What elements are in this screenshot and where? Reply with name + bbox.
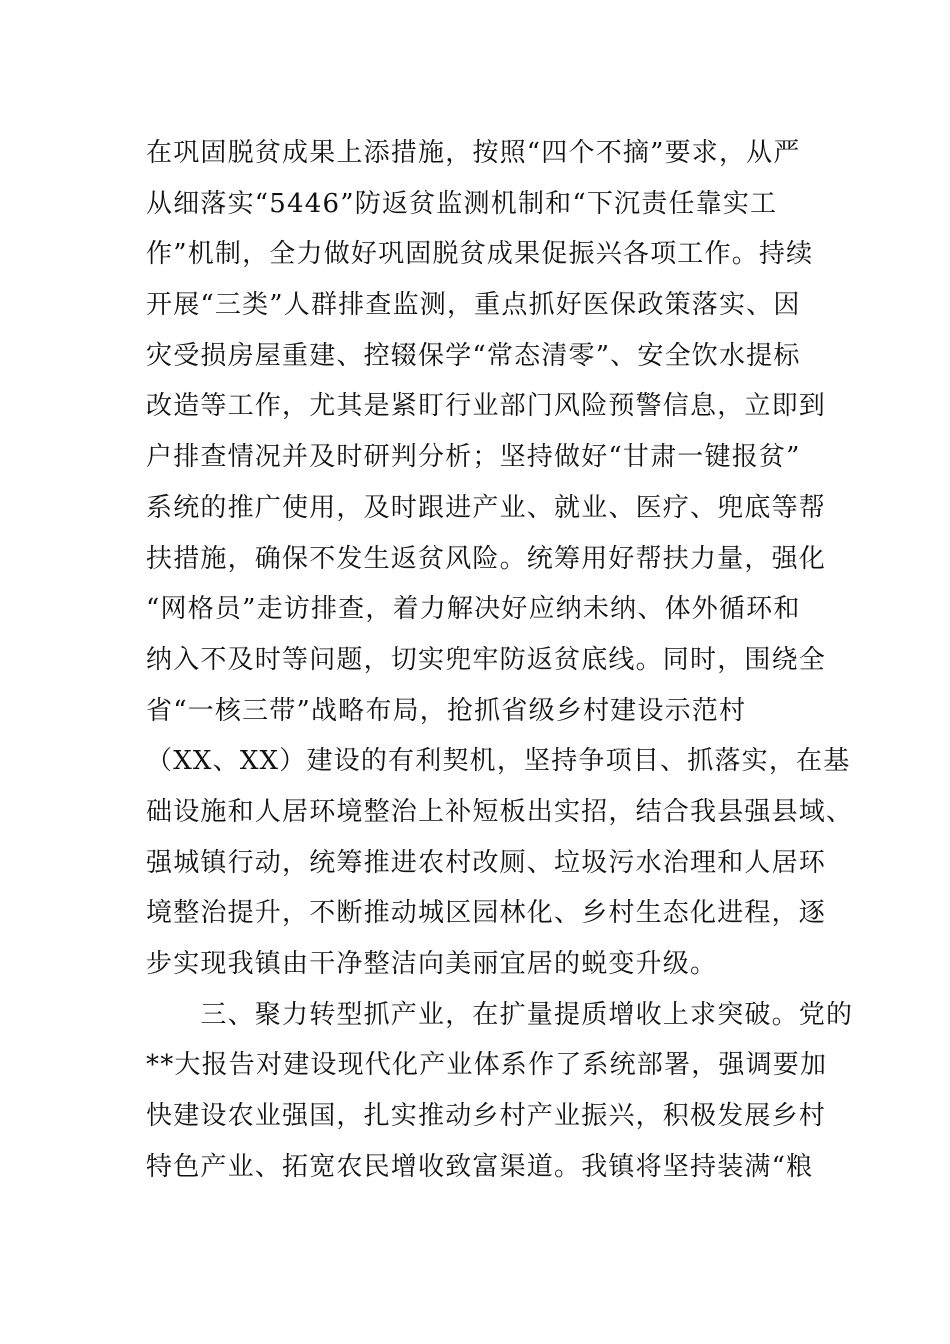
text-line: 从细落实“5446”防返贫监测机制和“下沉责任靠实工 <box>146 188 778 219</box>
text-line: 户排查情况并及时研判分析；坚持做好“甘肃一键报贫” <box>146 442 801 473</box>
text-line: 步实现我镇由干净整洁向美丽宜居的蜕变升级。 <box>146 949 718 979</box>
text-line: 改造等工作，尤其是紧盯行业部门风险预警信息，立即到 <box>146 391 827 422</box>
text-line: 境整治提升，不断推动城区园林化、乡村生态化进程，逐 <box>146 898 827 929</box>
text-line: 纳入不及时等问题，切实兜牢防返贫底线。同时，围绕全 <box>146 644 827 675</box>
text-line: 扶措施，确保不发生返贫风险。统筹用好帮扶力量，强化 <box>146 543 827 574</box>
text-line: 开展“三类”人群排查监测，重点抓好医保政策落实、因 <box>146 290 801 321</box>
text-line: 作”机制，全力做好巩固脱贫成果促振兴各项工作。持续 <box>146 239 814 270</box>
text-line: “网格员”走访排查，着力解决好应纳未纳、体外循环和 <box>146 594 801 625</box>
text-line: 在巩固脱贫成果上添措施，按照“四个不摘”要求，从严 <box>146 138 801 168</box>
text-line: 系统的推广使用，及时跟进产业、就业、医疗、兜底等帮 <box>146 492 827 523</box>
text-line: **大报告对建设现代化产业体系作了系统部署，强调要加 <box>146 1050 828 1081</box>
text-line: 快建设农业强国，扎实推动乡村产业振兴，积极发展乡村 <box>146 1101 827 1132</box>
text-line: 灾受损房屋重建、控辍保学“常态清零”、安全饮水提标 <box>146 340 801 371</box>
text-line: 强城镇行动，统筹推进农村改厕、垃圾污水治理和人居环 <box>146 847 827 878</box>
text-line: 特色产业、拓宽农民增收致富渠道。我镇将坚持装满“粮 <box>146 1151 814 1182</box>
document-body <box>146 128 854 1192</box>
text-line: 础设施和人居环境整治上补短板出实招，结合我县强县域、 <box>146 796 854 827</box>
section-heading-line: 三、聚力转型抓产业，在扩量提质增收上求突破。党的 <box>146 999 854 1030</box>
text-line: 省“一核三带”战略布局，抢抓省级乡村建设示范村 <box>146 695 747 726</box>
text-line: （XX、XX）建设的有利契机，坚持争项目、抓落实，在基 <box>146 746 851 777</box>
